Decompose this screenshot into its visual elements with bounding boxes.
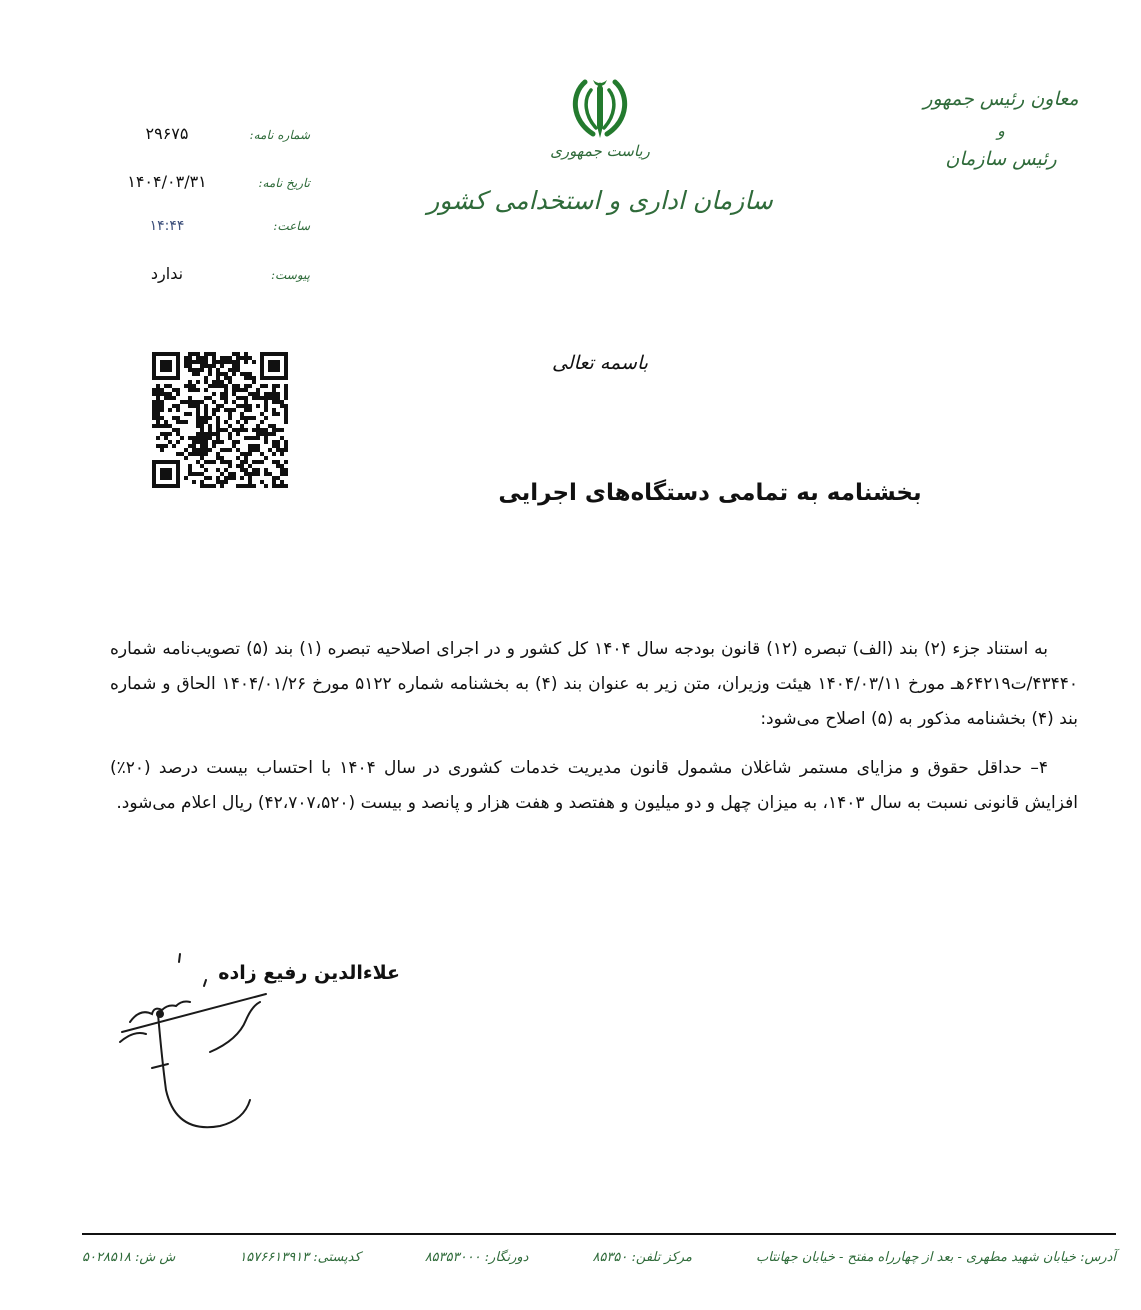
footer-contact-row (82, 1250, 1116, 1265)
qr-code-icon (152, 352, 288, 488)
attachment-value: ندارد (150, 264, 184, 283)
vp-title-and: و (997, 120, 1005, 140)
meta-attachment (110, 264, 310, 290)
letter-date-label: تاریخ نامه: (258, 176, 310, 190)
footer-postal-code: کدپستی: ۱۵۷۶۶۱۳۹۱۳ (239, 1250, 361, 1265)
footer-address: آدرس: خیابان شهید مطهری - بعد از چهارراه مفتح - خیابان جهانتاب (755, 1250, 1116, 1265)
vp-title-line1: معاون رئیس جمهور (923, 88, 1079, 110)
meta-time (110, 218, 310, 244)
document-subject: بخشنامه به تمامی دستگاه‌های اجرایی (498, 480, 922, 506)
organization-name: سازمان اداری و استخدامی کشور (427, 186, 773, 215)
bismillah-heading: باسمه تعالی (551, 352, 649, 374)
vp-title-line2: رئیس سازمان (945, 147, 1057, 170)
signer-name: علاءالدین رفیع زاده (218, 962, 400, 984)
letter-number-value: ۲۹۶۷۵ (145, 124, 189, 143)
vp-title-block (911, 88, 1091, 171)
letter-number-label: شماره نامه: (249, 128, 310, 142)
footer-phone: مرکز تلفن: ۸۵۳۵۰ (592, 1250, 692, 1265)
meta-letter-number (110, 124, 310, 150)
meta-letter-date (110, 172, 310, 198)
time-label: ساعت: (273, 219, 310, 233)
attachment-label: پیوست: (270, 268, 310, 282)
iran-emblem-icon (563, 76, 637, 140)
document-body (110, 632, 1078, 835)
body-paragraph-2: ۴– حداقل حقوق و مزایای مستمر شاغلان مشمول قانون مدیریت خدمات کشوری در سال ۱۴۰۴ با احتساب بیست درصد (۲۰٪) افزایش قانونی نسبت به سال ۱۴۰۳، به میزان چهل و دو میلیون و هفتصد و هفت هزار و پانصد و بیست (۴۲،۷۰۷،۵۲۰) ریال اعلام می‌شود. (110, 758, 1078, 813)
letter-date-value: ۱۴۰۴/۰۳/۳۱ (127, 172, 207, 191)
footer-national-id: ش ش: ۵۰۲۸۵۱۸ (82, 1250, 176, 1265)
presidency-label: ریاست جمهوری (550, 142, 650, 160)
footer-fax: دورنگار: ۸۵۳۵۳۰۰۰ (424, 1250, 529, 1265)
time-value: ۱۴:۴۴ (149, 218, 185, 234)
footer-divider (82, 1233, 1116, 1235)
body-paragraph-1: به استناد جزء (۲) بند (الف) تبصره (۱۲) قانون بودجه سال ۱۴۰۴ کل کشور و در اجرای اصلاحیه تبصره (۱) بند (۵) تصویب‌نامه شماره ۴۳۴۴۰/ت۶۴۲۱۹هـ مورخ ۱۴۰۴/۰۳/۱۱ هیئت وزیران، متن زیر به عنوان بند (۴) به بخشنامه شماره ۵۱۲۲ مورخ ۱۴۰۴/۰۱/۲۶ الحاق و شماره بند (۴) بخشنامه مذکور به (۵) اصلاح می‌شود: (110, 639, 1078, 729)
